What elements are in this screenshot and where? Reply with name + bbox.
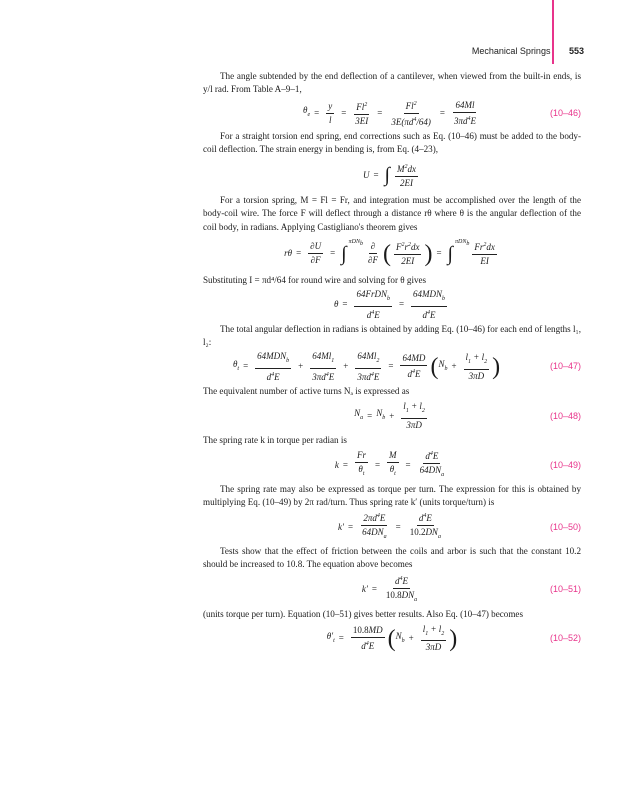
paragraph-3: For a torsion spring, M = Fl = Fr, and integration must be accomplished over the length of the body-coil wire. The force F will deflect through a distance rθ where θ is the angular deflection of the coil body, in radians. Applying Castigliano's theorem gives (203, 195, 581, 232)
paragraph-9: Tests show that the effect of friction between the coils and arbor is such that the constant 10.2 should be increased to 10.8. The equation above becomes (203, 546, 581, 570)
equation-theta: θ = $\frac{64FrDN_b}{d^4E}$ = $\frac{64MDN_b}{d^4E}$ (333, 288, 446, 320)
paragraph-7: The spring rate k in torque per radian is (203, 435, 347, 446)
paragraph-5: The total angular deflection in radians is obtained by adding Eq. (10–46) for each end of lengths l₁, l₂: (203, 323, 581, 347)
paragraph-8: The spring rate may also be expressed as torque per turn. The expression for this is obtained by multiplying Eq. (10–49) by 2π rad/turn. Thus spring rate k′ (units torque/turn) is (203, 484, 581, 508)
paragraph-6: The equivalent number of active turns Nₐ is expressed as (203, 385, 410, 396)
equation-castigliano: rθ = $\frac{\partial U}{\partial F}$ = ∫ πDN$_b$ $\frac{\partial}{\partial F}$ ( $\frac{F^2r^2dx}{2EI}$ ) = ∫ πDN$_b$ $\frac{Fr^2dx}{EI}$ (284, 239, 495, 267)
equation-number: (10–50) (549, 521, 581, 532)
equation-number: (10–51) (549, 584, 581, 594)
page-body (203, 70, 581, 657)
equation-number: (10–48) (549, 410, 581, 421)
equation-strain-energy: U = ∫ $\frac{M^2dx}{2EI}$ (362, 163, 417, 188)
equation-10-47: $\theta_t$ = $\frac{64MDN_b}{d^4E}$ + $\frac{64Ml_1}{3\pi d^4E}$ + $\frac{64Ml_2}{3\pi d^4E}$ = $\frac{64MD}{d^4E}$ ( $N_b$ + $\frac{l_1 + l_2}{3\pi D}$ ) (10–47) (233, 351, 581, 382)
equation-10-48: $N_a$ = $N_b$ + $\frac{l_1 + l_2}{3\pi D}$ (10–48) (354, 401, 581, 430)
equation-number: (10–47) (549, 361, 581, 372)
paragraph-1: The angle subtended by the end deflection of a cantilever, when viewed from the built-in ends, is y/l rad. From Table A–9–1, (203, 71, 581, 95)
running-head: Mechanical Springs (471, 46, 551, 56)
page-number: 553 (568, 46, 584, 56)
equation-10-50: k′ = $\frac{2\pi d^4E}{64DN_a}$ = $\frac{d^4E}{10.2DN_a}$ (10–50) (338, 513, 581, 541)
equation-number: (10–49) (549, 459, 581, 470)
equation-10-49: k = $\frac{Fr}{\theta_t}$ = $\frac{M}{\theta_t}$ = $\frac{d^4E}{64DN_a}$ (10–49) (334, 450, 581, 479)
equation-10-46: $\theta_e$ = $\frac{y}{l}$ = $\frac{Fl^2}{3EI}$ = $\frac{Fl^2}{3E(\pi d^4/64)}$ = $\frac{64Ml}{3\pi d^4E}$ (10–46) (303, 99, 581, 127)
paragraph-4: Substituting I = πd⁴/64 for round wire and solving for θ gives (203, 274, 427, 285)
page-header (472, 46, 584, 56)
paragraph-2: For a straight torsion end spring, end corrections such as Eq. (10–46) must be added to the body-coil deflection. The strain energy in bending is, from Eq. (4–23), (203, 131, 581, 155)
equation-10-51: k′ = $\frac{d^4E}{10.8DN_a}$ (10–51) (361, 575, 581, 603)
equation-number: (10–46) (549, 107, 581, 118)
paragraph-10: (units torque per turn). Equation (10–51) gives better results. Also Eq. (10–47) becomes (203, 608, 523, 619)
equation-number: (10–52) (549, 633, 581, 644)
equation-10-52: $\theta'_t$ = $\frac{10.8MD}{d^4E}$ ( $N_b$ + $\frac{l_1 + l_2}{3\pi D}$ ) (10–52) (326, 623, 581, 653)
